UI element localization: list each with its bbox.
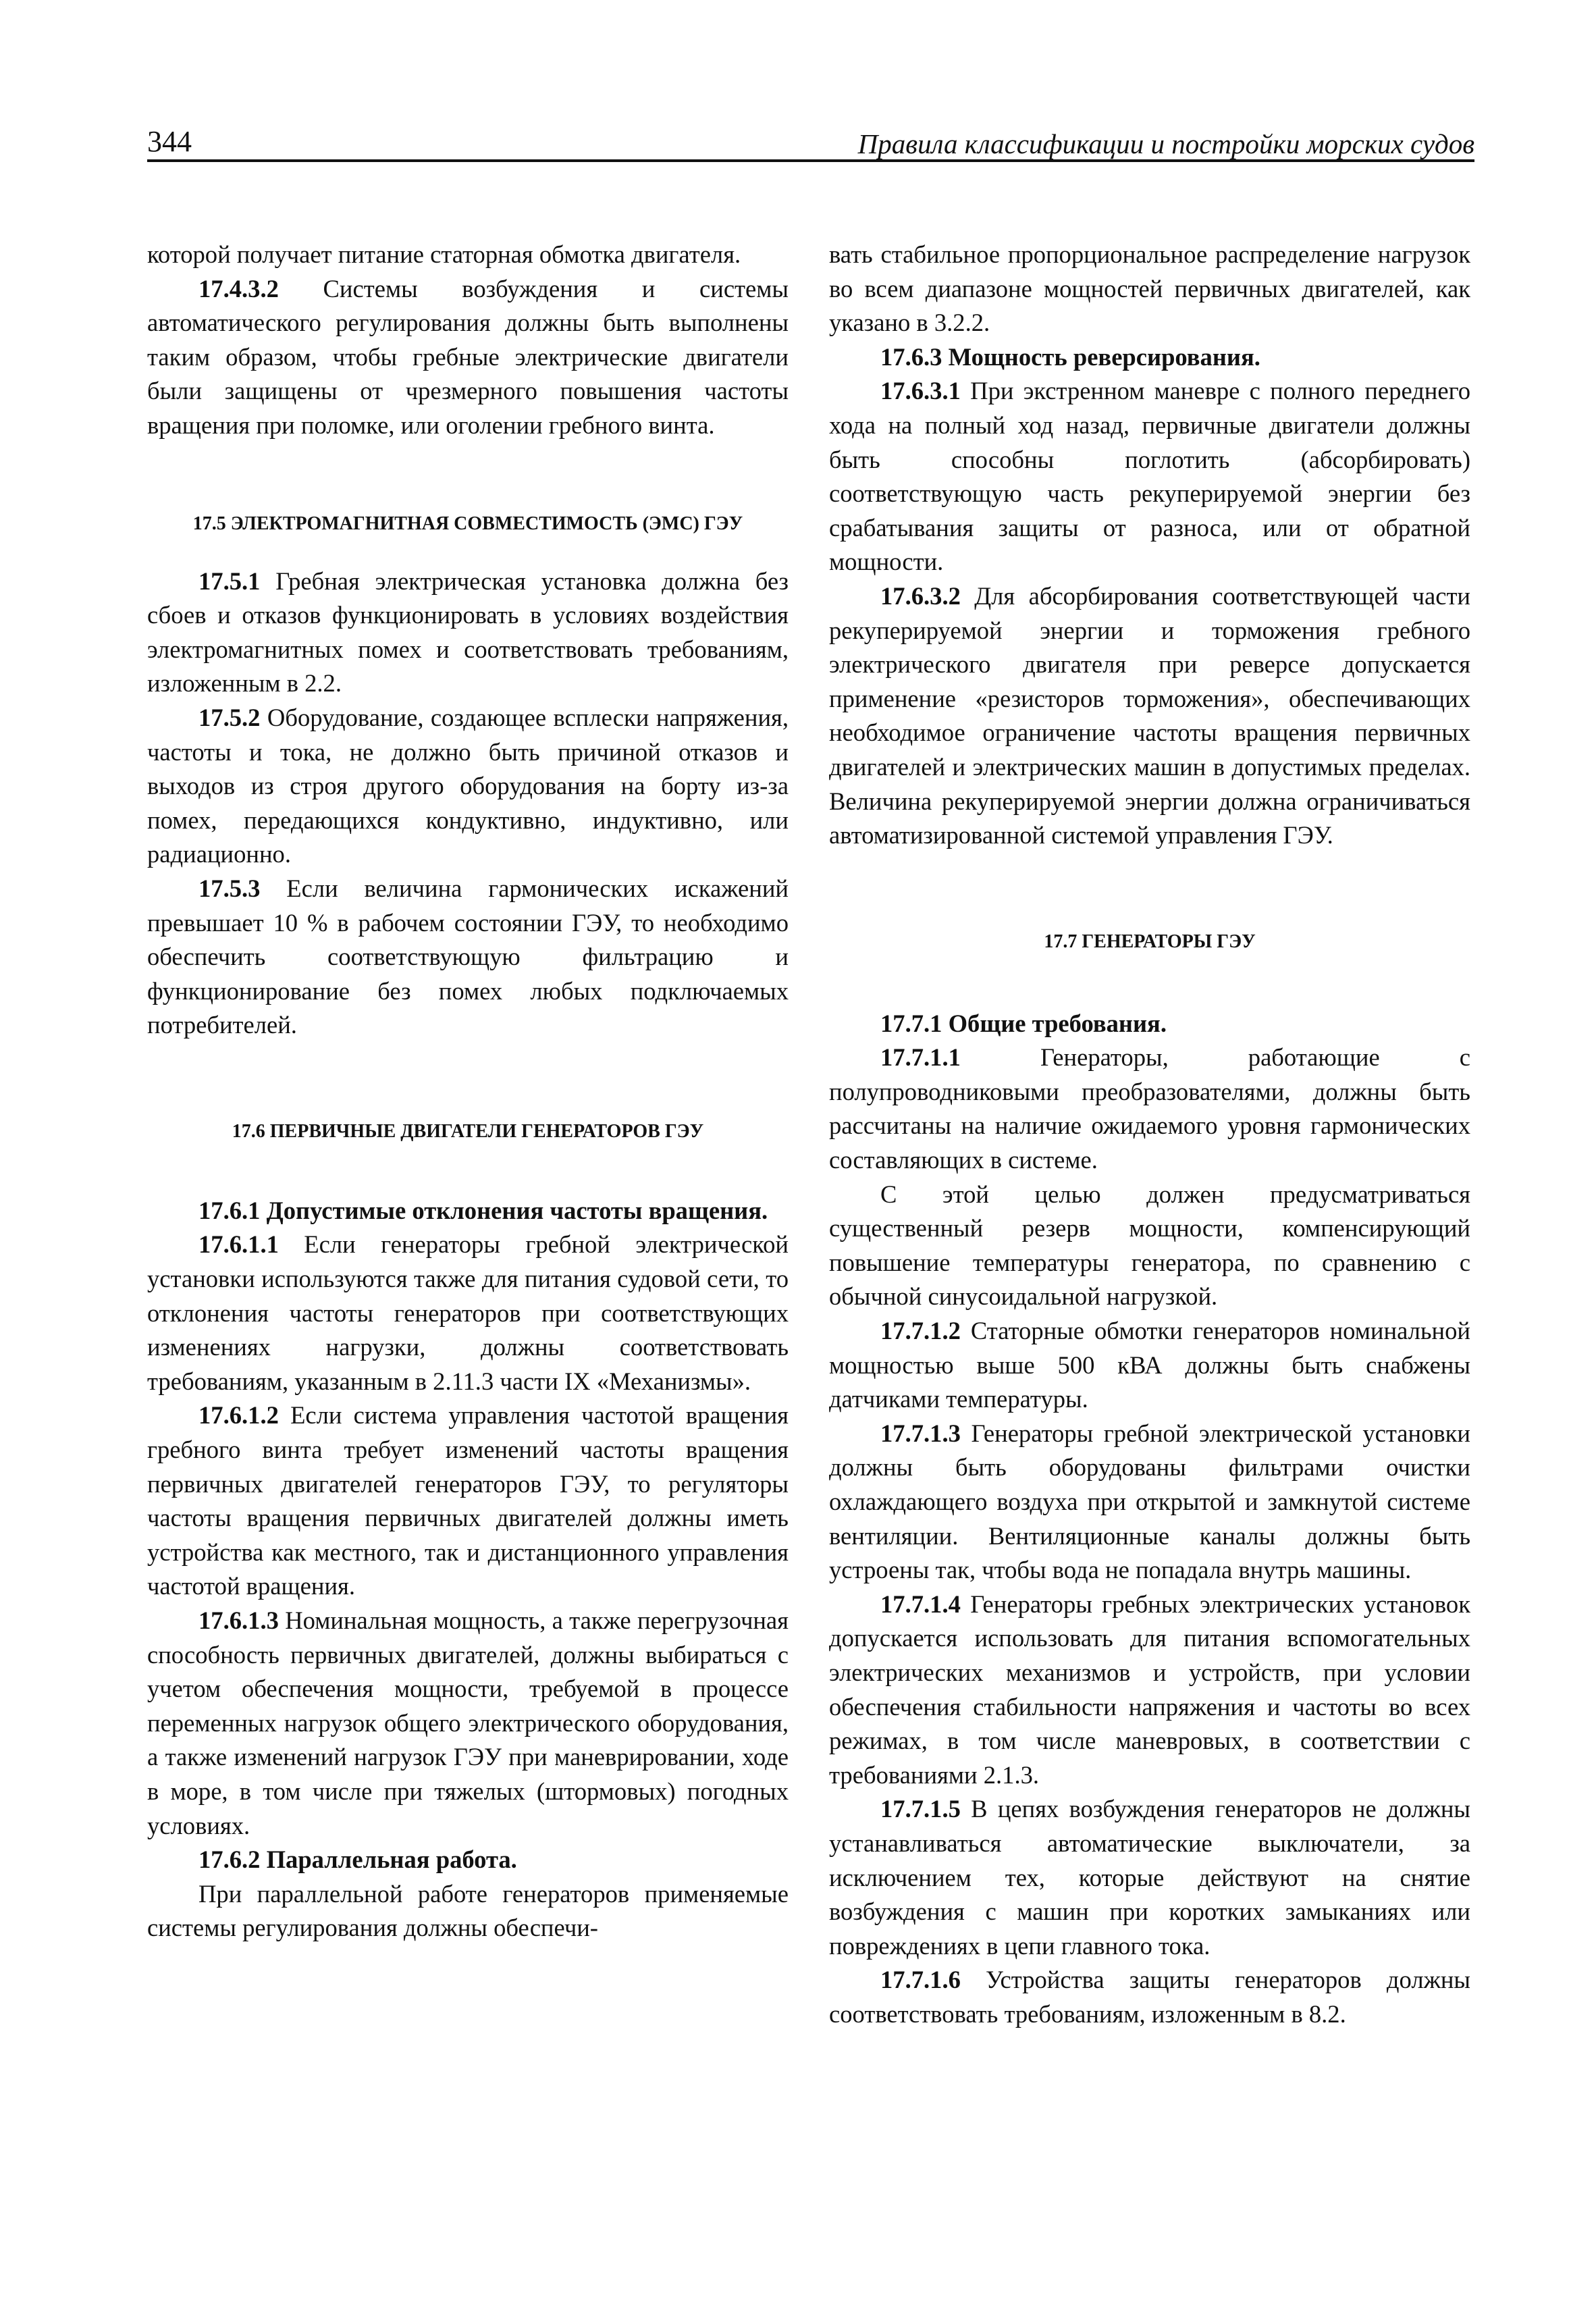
right-column — [829, 238, 1470, 2032]
clause-number: 17.7.1.6 — [880, 1966, 961, 1994]
clause-text: Номинальная мощность, а также перегрузочная способность первичных двигателей, должны выбираться с учетом обеспечения мощности, требуемой в процессе переменных нагрузок общего электрического оборудования, а также изменений нагрузок ГЭУ при маневрировании, ходе в море, в том числе при тяжелых (штормовых) погодных условиях. — [147, 1606, 789, 1839]
paragraph-17-6-3-1 — [829, 374, 1470, 579]
subsection-heading-17-6-3: 17.6.3 Мощность реверсирования. — [880, 342, 1260, 371]
paragraph-17-5-3 — [147, 872, 789, 1043]
clause-text: Если система управления частотой вращения гребного винта требует изменений частоты вращения первичных двигателей генераторов ГЭУ, то регуляторы частоты вращения первичных двигателей должны иметь устройства как местного, так и дистанционного управления частотой вращения. — [147, 1401, 789, 1600]
clause-number: 17.6.1.1 — [198, 1230, 279, 1259]
clause-text: Гребная электрическая установка должна без сбоев и отказов функционировать в условиях воздействия электромагнитных помех и соответствовать требованиям, изложенным в 2.2. — [147, 567, 789, 698]
clause-number: 17.7.1.4 — [880, 1590, 961, 1618]
clause-text: Если генераторы гребной электрической установки используются также для питания судовой сети, то отклонения частоты генераторов при соответствующих изменениях нагрузки, должны соответствовать требованиям, указанным в 2.11.3 части IX «Механизмы». — [147, 1230, 789, 1395]
clause-number: 17.7.1.3 — [880, 1419, 961, 1447]
clause-number: 17.7.1.2 — [880, 1317, 961, 1345]
paragraph-17-6-1-1 — [147, 1228, 789, 1398]
paragraph-17-7-1-5 — [829, 1792, 1470, 1963]
clause-text: Для абсорбирования соответствующей части рекуперируемой энергии и торможения гребного электрического двигателя при реверсе допускается применение «резисторов торможения», обеспечивающих необходимое ограничение частоты вращения первичных двигателей и электрических машин в допустимых пределах. Величина рекуперируемой энергии должна ограничиваться автоматизированной системой управления ГЭУ. — [829, 581, 1470, 849]
left-column — [147, 238, 789, 1945]
clause-number: 17.6.1.3 — [198, 1606, 279, 1634]
paragraph-17-6-3-2 — [829, 579, 1470, 853]
paragraph-17-5-1 — [147, 565, 789, 701]
paragraph-17-6-1-2 — [147, 1398, 789, 1604]
clause-text: Оборудование, создающее всплески напряжения, частоты и тока, не должно быть причиной отказов и выходов из строя другого оборудования на борту из-за помех, передающихся кондуктивно, индуктивно, или радиационно. — [147, 703, 789, 868]
clause-text: Устройства защиты генераторов должны соответствовать требованиям, изложенным в 8.2. — [829, 1966, 1470, 2028]
paragraph-17-7-1-6 — [829, 1963, 1470, 2031]
clause-number: 17.5.3 — [198, 874, 261, 902]
clause-text: Генераторы гребных электрических установок допускается использовать для питания вспомогательных электрических механизмов и устройств, при условии обеспечения стабильности напряжения и частоты во всех режимах, в том числе маневровых, в соответствии с требованиями 2.1.3. — [829, 1590, 1470, 1789]
subsection-heading-17-6-2: 17.6.2 Параллельная работа. — [198, 1845, 517, 1874]
clause-text: Системы возбуждения и системы автоматического регулирования должны быть выполнены таким образом, чтобы гребные электрические двигатели были защищены от чрезмерного повышения частоты вращения при поломке, или оголении гребного винта. — [147, 274, 789, 439]
paragraph-17-6-1-3 — [147, 1604, 789, 1843]
clause-number: 17.7.1.1 — [880, 1043, 961, 1072]
paragraph-17-7-1-1-continued: С этой целью должен предусматриваться существенный резерв мощности, компенсирующий повышение температуры генератора, по сравнению с обычной синусоидальной нагрузкой. — [829, 1180, 1470, 1311]
clause-number: 17.7.1.5 — [880, 1795, 961, 1823]
subsection-heading-17-7-1: 17.7.1 Общие требования. — [880, 1009, 1167, 1037]
subsection-heading-17-6-1: 17.6.1 Допустимые отклонения частоты вращения. — [198, 1196, 768, 1224]
continuation-paragraph: вать стабильное пропорциональное распределение нагрузок во всем диапазоне мощностей первичных двигателей, как указано в 3.2.2. — [829, 240, 1470, 337]
clause-number: 17.5.2 — [198, 703, 261, 731]
paragraph-17-7-1-3 — [829, 1417, 1470, 1588]
paragraph-17-4-3-2 — [147, 272, 789, 443]
paragraph-17-7-1-1 — [829, 1041, 1470, 1177]
clause-number: 17.4.3.2 — [198, 274, 279, 303]
page-number: 344 — [147, 125, 192, 158]
section-heading-17-5: 17.5 ЭЛЕКТРОМАГНИТНАЯ СОВМЕСТИМОСТЬ (ЭМС) ГЭУ — [192, 513, 743, 534]
clause-text: Генераторы гребной электрической установки должны быть оборудованы фильтрами очистки охлаждающего воздуха при открытой и замкнутой системе вентиляции. Вентиляционные каналы должны быть устроены так, чтобы вода не попадала внутрь машины. — [829, 1419, 1470, 1584]
header-rule — [147, 159, 1474, 162]
clause-text: При экстренном маневре с полного переднего хода на полный ход назад, первичные двигатели должны быть способны поглотить (абсорбировать) соответствующую часть рекуперируемой энергии без срабатывания защиты от разноса, или от обратной мощности. — [829, 377, 1470, 576]
paragraph-17-7-1-4 — [829, 1588, 1470, 1793]
clause-number: 17.6.3.1 — [880, 377, 961, 405]
section-heading-17-6: 17.6 ПЕРВИЧНЫЕ ДВИГАТЕЛИ ГЕНЕРАТОРОВ ГЭУ — [232, 1120, 704, 1142]
paragraph-17-5-2 — [147, 701, 789, 872]
paragraph-17-6-2: При параллельной работе генераторов применяемые системы регулирования должны обеспечи- — [147, 1879, 789, 1942]
paragraph-17-7-1-2 — [829, 1314, 1470, 1417]
clause-text: Если величина гармонических искажений превышает 10 % в рабочем состоянии ГЭУ, то необходимо обеспечить соответствующую фильтрацию и функционирование без помех любых подключаемых потребителей. — [147, 874, 789, 1039]
section-heading-17-7: 17.7 ГЕНЕРАТОРЫ ГЭУ — [1044, 931, 1256, 952]
clause-text: Статорные обмотки генераторов номинальной мощностью выше 500 кВА должны быть снабжены датчиками температуры. — [829, 1317, 1470, 1413]
clause-number: 17.6.1.2 — [198, 1401, 279, 1430]
clause-number: 17.6.3.2 — [880, 581, 961, 610]
continuation-paragraph: которой получает питание статорная обмотка двигателя. — [147, 240, 741, 268]
clause-text: Генераторы, работающие с полупроводниковыми преобразователями, должны быть рассчитаны на наличие ожидаемого уровня гармонических составляющих в системе. — [829, 1043, 1470, 1174]
clause-text: В цепях возбуждения генераторов не должны устанавливаться автоматические выключатели, за исключением тех, которые действуют на снятие возбуждения с машин при коротких замыканиях или повреждениях в цепи главного тока. — [829, 1795, 1470, 1960]
running-title: Правила классификации и постройки морских судов — [857, 128, 1474, 159]
clause-number: 17.5.1 — [198, 567, 261, 595]
